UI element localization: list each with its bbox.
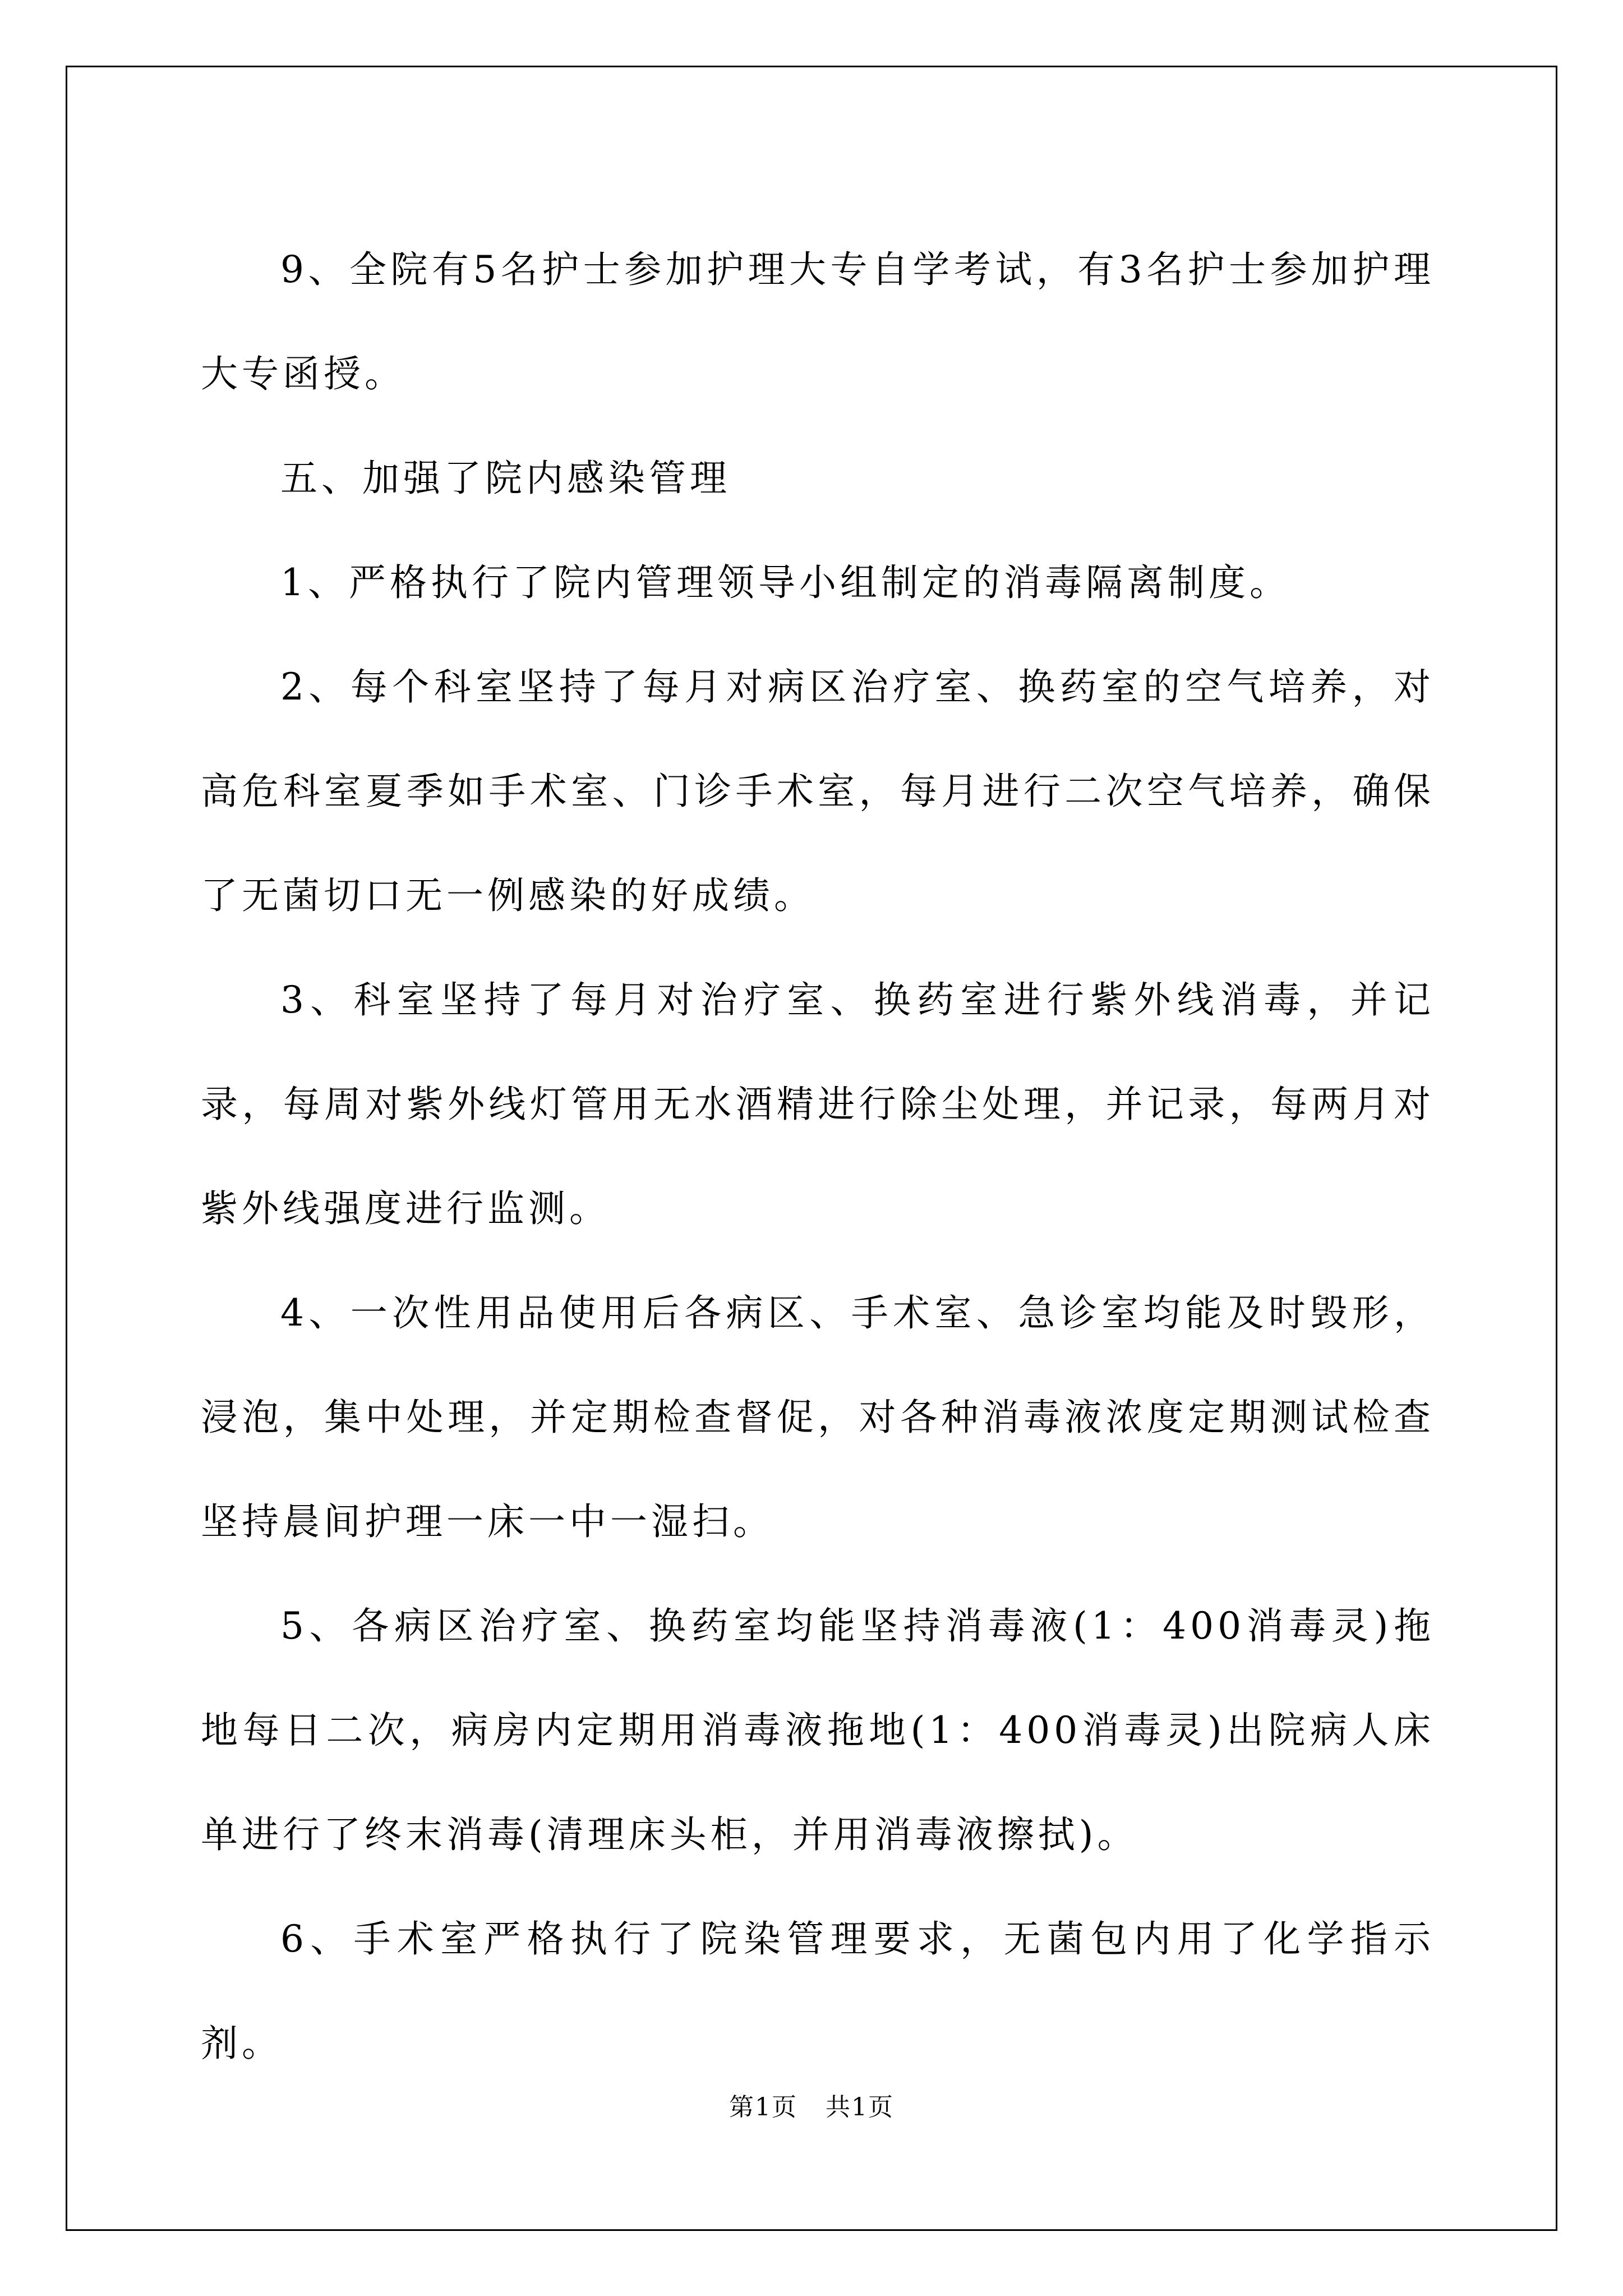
paragraph-item-9: 9、全院有5名护士参加护理大专自学考试，有3名护士参加护理大专函授。 (201, 248, 1435, 395)
paragraph-item-5: 5、各病区治疗室、换药室均能坚持消毒液(1：400消毒灵)拖地每日二次，病房内定期用消毒液拖地(1：400消毒灵)出院病人床单进行了终末消毒(清理床头柜，并用消毒液擦拭)。 (201, 1604, 1435, 1856)
paragraph-item-4: 4、一次性用品使用后各病区、手术室、急诊室均能及时毁形，浸泡，集中处理，并定期检查督促，对各种消毒液浓度定期测试检查坚持晨间护理一床一中一湿扫。 (201, 1291, 1435, 1543)
page-total: 共1页 (826, 2093, 894, 2122)
document-body (201, 218, 1435, 2096)
paragraph-item-2: 2、每个科室坚持了每月对病区治疗室、换药室的空气培养，对高危科室夏季如手术室、门诊手术室，每月进行二次空气培养，确保了无菌切口无一例感染的好成绩。 (201, 665, 1435, 917)
paragraph-item-6: 6、手术室严格执行了院染管理要求，无菌包内用了化学指示剂。 (201, 1917, 1435, 2065)
page-number: 第1页 (729, 2093, 797, 2122)
paragraph-item-1: 1、严格执行了院内管理领导小组制定的消毒隔离制度。 (280, 561, 1290, 604)
paragraph-item-3: 3、科室坚持了每月对治疗室、换药室进行紫外线消毒，并记录，每周对紫外线灯管用无水酒精进行除尘处理，并记录，每两月对紫外线强度进行监测。 (201, 978, 1435, 1230)
section-heading-infection-control: 五、加强了院内感染管理 (280, 457, 731, 500)
page-footer (0, 2087, 1623, 2123)
